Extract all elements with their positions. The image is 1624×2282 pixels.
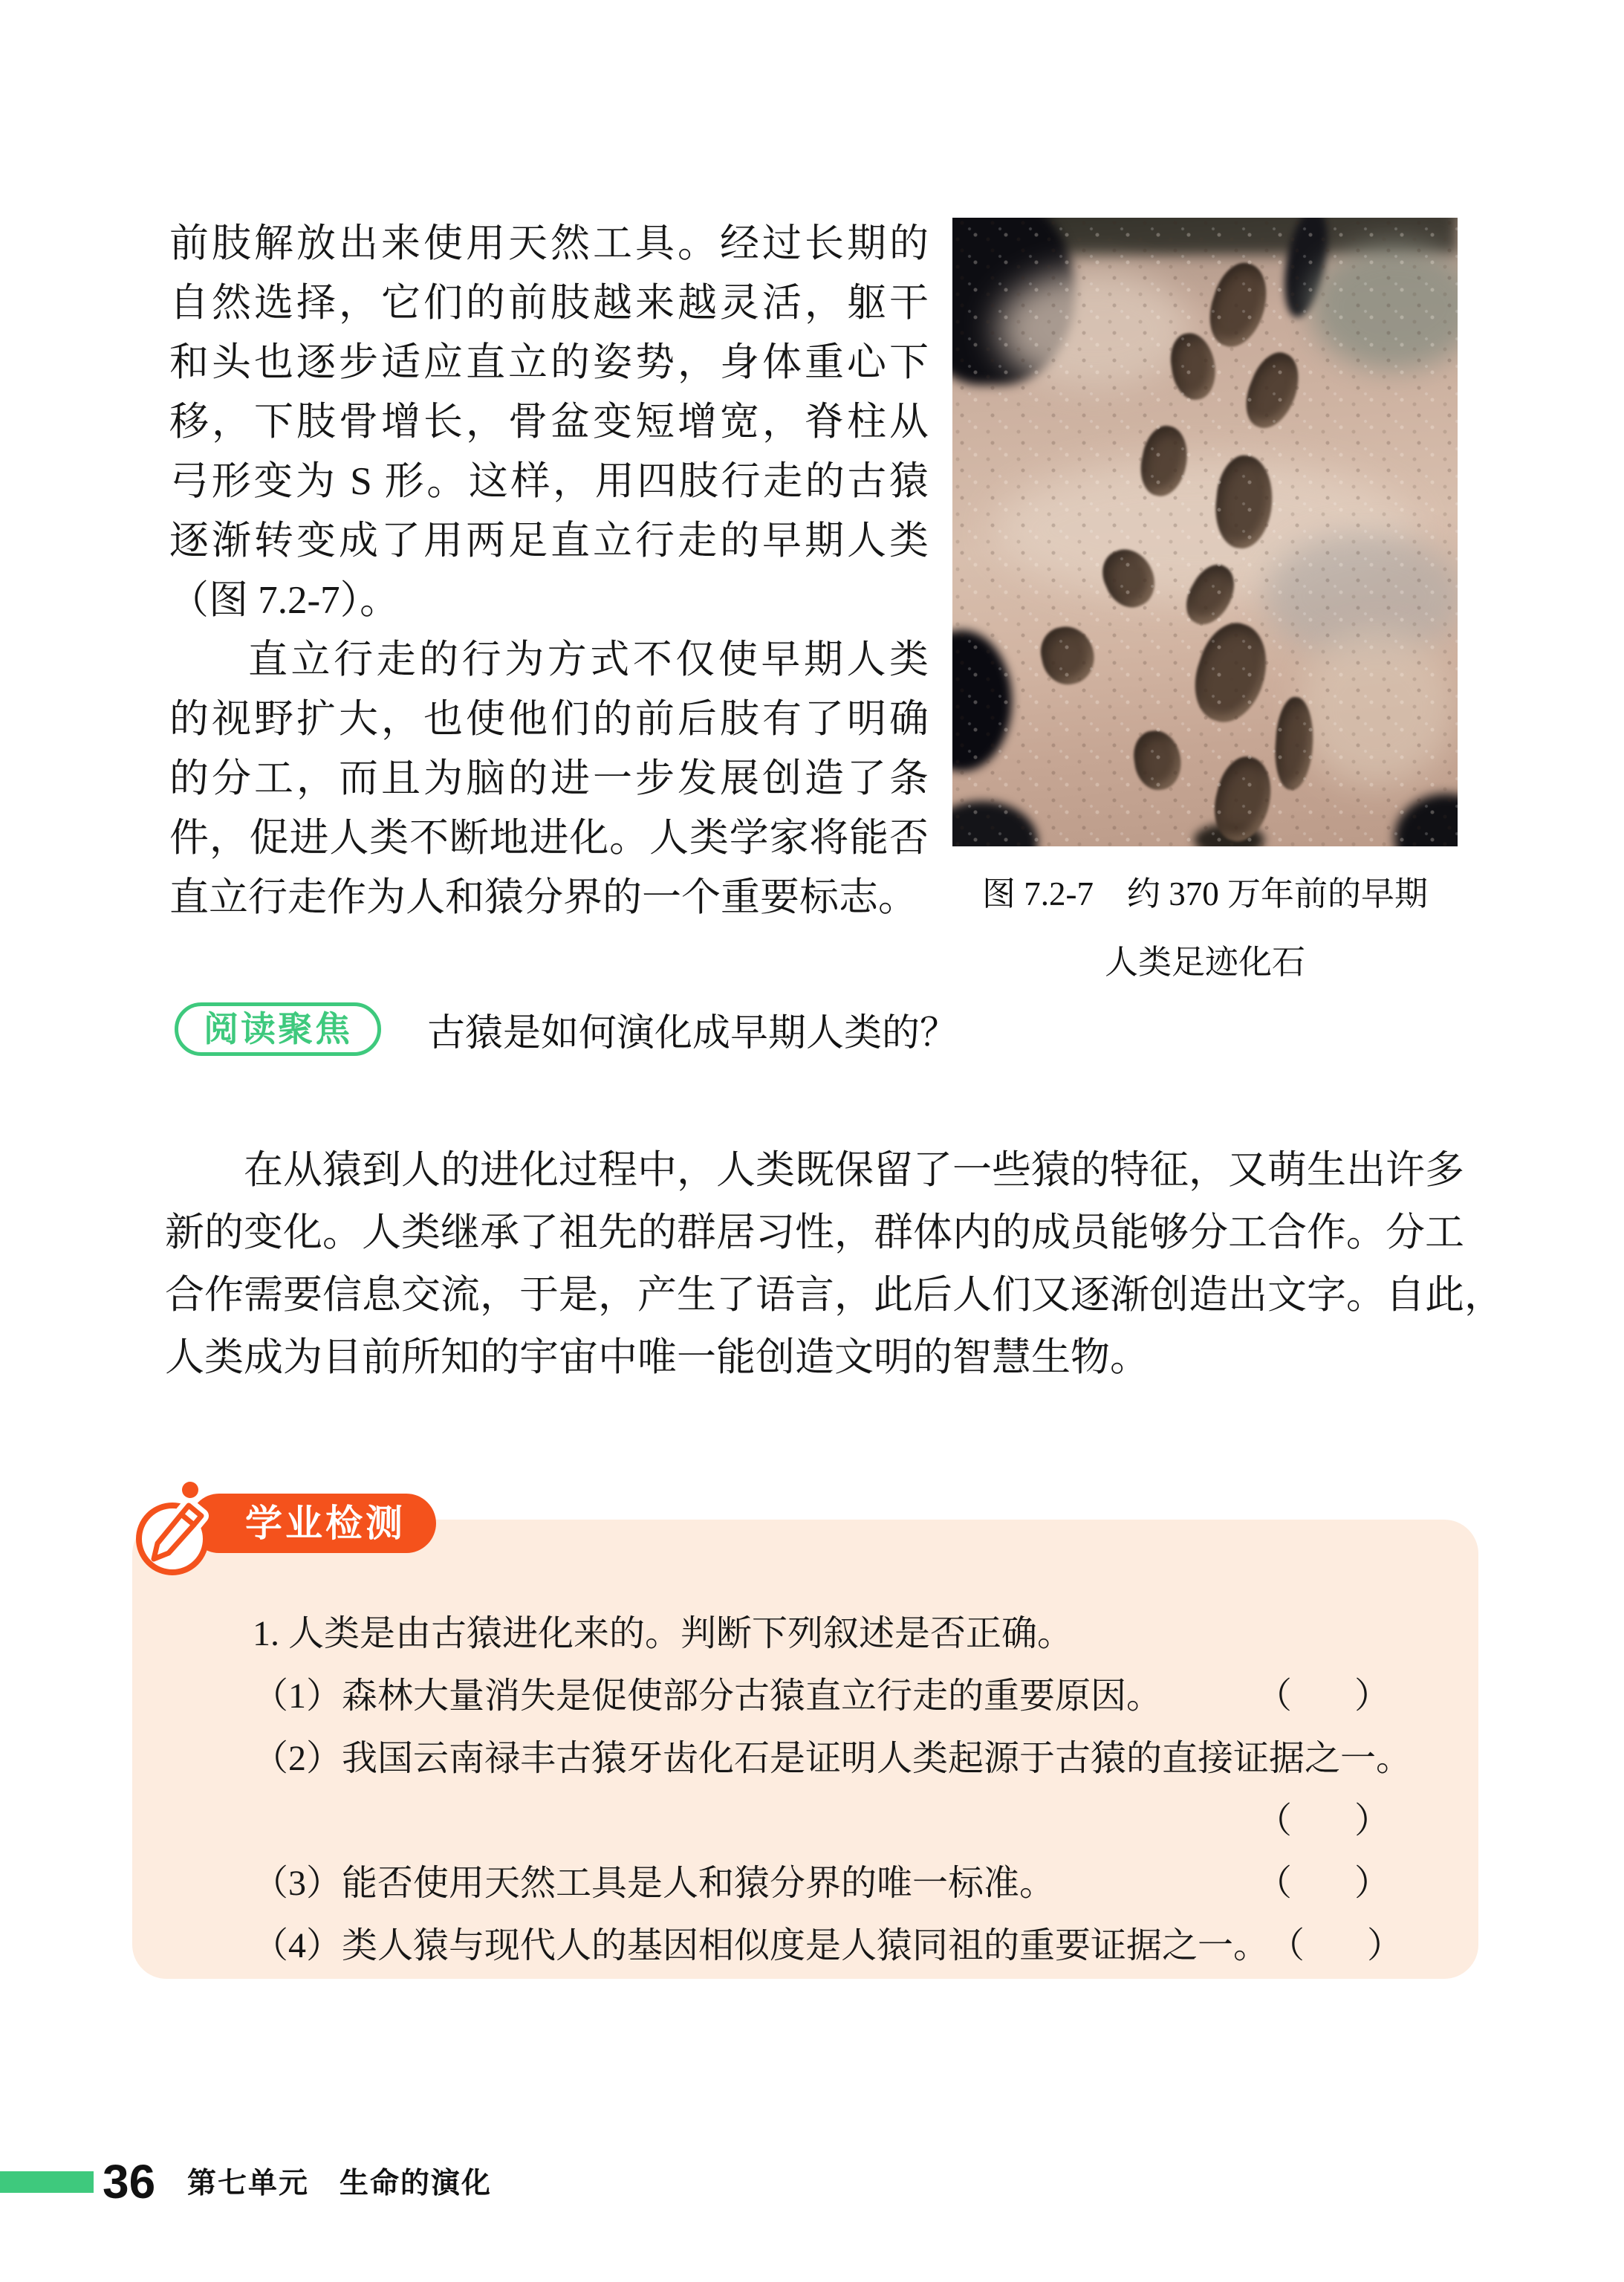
paragraph-line: 合作需要信息交流，于是，产生了语言，此后人们又逐渐创造出文字。自此， xyxy=(165,1274,1504,1317)
paragraph-line: 在从猿到人的进化过程中，人类既保留了一些猿的特征，又萌生出许多 xyxy=(244,1149,1464,1192)
body-line: （图 7.2-7）。 xyxy=(169,579,400,622)
body-line: 逐渐转变成了用两足直立行走的早期人类 xyxy=(169,519,929,563)
fossil-footprints-photo xyxy=(952,218,1458,846)
paragraph-line: 新的变化。人类继承了祖先的群居习性，群体内的成员能够分工合作。分工 xyxy=(165,1211,1464,1254)
paragraph-line: 人类成为目前所知的宇宙中唯一能创造文明的智慧生物。 xyxy=(165,1336,1149,1379)
figure-7-2-7 xyxy=(952,218,1458,996)
answer-bracket: （ ） xyxy=(1269,1926,1400,1965)
main-paragraph xyxy=(165,1139,1504,1389)
test-item-text: （4）类人猿与现代人的基因相似度是人猿同祖的重要证据之一。 xyxy=(253,1926,1270,1965)
body-line: 前肢解放出来使用天然工具。经过长期的 xyxy=(169,222,929,265)
academic-test-box xyxy=(132,1520,1478,1979)
body-line: 直立行走的行为方式不仅使早期人类 xyxy=(248,638,929,681)
test-item-text: （1）森林大量消失是促使部分古猿直立行走的重要原因。 xyxy=(253,1676,1163,1716)
answer-bracket: （ ） xyxy=(1256,1864,1387,1903)
academic-test-badge: 学业检测 xyxy=(189,1494,436,1553)
body-line: 弓形变为 S 形。这样，用四肢行走的古猿 xyxy=(169,460,929,503)
body-line: 的视野扩大，也使他们的前后肢有了明确 xyxy=(169,698,929,741)
test-item-2-bracket-row xyxy=(253,1790,1443,1852)
test-question-1: 1. 人类是由古猿进化来的。判断下列叙述是否正确。 xyxy=(253,1614,1074,1653)
body-line: 自然选择，它们的前肢越来越灵活，躯干 xyxy=(169,282,929,325)
test-item-2: （2）我国云南禄丰古猿牙齿化石是证明人类起源于古猿的直接证据之一。 xyxy=(253,1739,1412,1778)
test-item-1 xyxy=(253,1665,1443,1728)
body-line: 的分工，而且为脑的进一步发展创造了条 xyxy=(169,757,929,800)
body-line: 件，促进人类不断地进化。人类学家将能否 xyxy=(169,817,929,860)
unit-title: 第七单元 生命的演化 xyxy=(187,2168,493,2200)
reading-focus-question: 古猿是如何演化成早期人类的？ xyxy=(427,1013,958,1054)
figure-caption-line1: 图 7.2-7 约 370 万年前的早期 xyxy=(982,875,1428,913)
body-line: 移，下肢骨增长，骨盆变短增宽，脊柱从 xyxy=(169,401,929,444)
figure-caption-line2: 人类足迹化石 xyxy=(1104,944,1305,981)
test-item-4 xyxy=(253,1915,1443,1977)
answer-bracket: （ ） xyxy=(1256,1801,1387,1841)
pencil-icon xyxy=(133,1479,212,1585)
test-item-text: （3）能否使用天然工具是人和猿分界的唯一标准。 xyxy=(253,1864,1056,1903)
reading-focus-badge: 阅读聚焦 xyxy=(175,1002,381,1056)
footer-accent-bar xyxy=(0,2171,94,2193)
body-line: 和头也逐步适应直立的姿势，身体重心下 xyxy=(169,341,929,384)
reading-focus-row xyxy=(175,1002,1452,1057)
figure-caption xyxy=(952,860,1458,996)
page-number: 36 xyxy=(103,2155,156,2208)
body-line: 直立行走作为人和猿分界的一个重要标志。 xyxy=(169,876,917,919)
answer-bracket: （ ） xyxy=(1256,1676,1387,1716)
photo-texture-overlay xyxy=(952,218,1458,846)
test-item-3 xyxy=(253,1852,1443,1915)
body-text-column xyxy=(169,214,929,927)
